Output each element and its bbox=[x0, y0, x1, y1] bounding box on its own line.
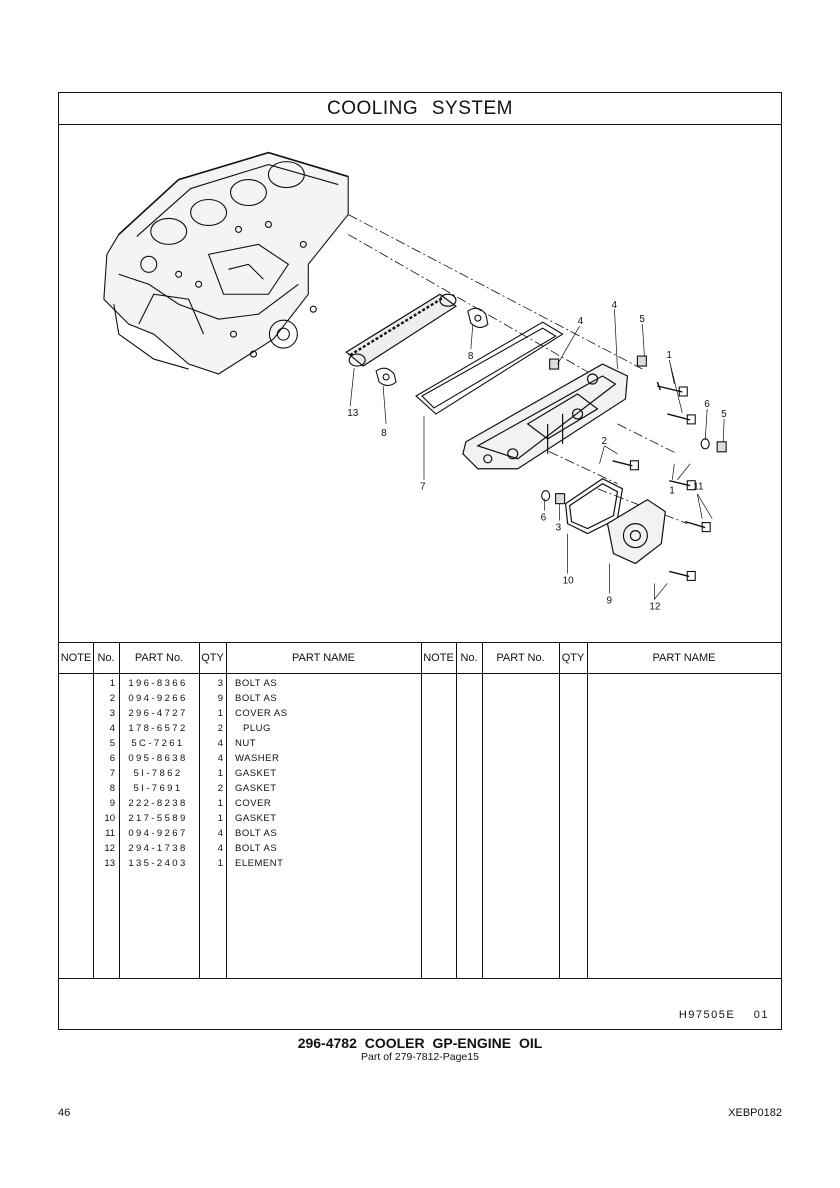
quantity: 4 bbox=[217, 753, 223, 764]
quantity: 4 bbox=[217, 738, 223, 749]
illustration-code: H97505E 01 bbox=[678, 1009, 769, 1021]
table-row bbox=[59, 766, 781, 781]
callout-11: 11 bbox=[693, 481, 704, 493]
part-name: NUT bbox=[235, 738, 257, 749]
callout-8-a: 8 bbox=[381, 427, 387, 439]
cover-and-gasket bbox=[566, 479, 666, 564]
assembly-leader-lines bbox=[348, 214, 687, 523]
callout-1-a: 1 bbox=[666, 350, 672, 362]
table-row bbox=[59, 691, 781, 706]
part-number-index: 7 bbox=[109, 768, 115, 779]
part-number-index: 10 bbox=[104, 813, 115, 824]
part-number: 5C-7261 bbox=[131, 738, 185, 749]
table-row bbox=[59, 751, 781, 766]
table-row bbox=[59, 676, 781, 691]
table-row bbox=[59, 811, 781, 826]
table-row bbox=[59, 826, 781, 841]
diagram-svg bbox=[59, 124, 781, 642]
quantity: 9 bbox=[217, 693, 223, 704]
table-row bbox=[59, 706, 781, 721]
table-row bbox=[59, 736, 781, 751]
part-number-index: 8 bbox=[109, 783, 115, 794]
part-number: 294-1738 bbox=[128, 843, 188, 854]
header-no-right: No. bbox=[460, 652, 478, 664]
part-name: ELEMENT bbox=[235, 858, 284, 869]
part-number: 094-9266 bbox=[128, 693, 188, 704]
header-part-name-right: PART NAME bbox=[652, 652, 716, 664]
part-number-index: 13 bbox=[104, 858, 115, 869]
callout-4-b: 5 bbox=[639, 314, 645, 326]
part-number-index: 9 bbox=[109, 798, 115, 809]
part-number: 5I-7862 bbox=[133, 768, 183, 779]
quantity: 1 bbox=[217, 768, 223, 779]
part-number: 217-5589 bbox=[128, 813, 188, 824]
part-number-index: 6 bbox=[109, 753, 115, 764]
callout-4-a: 4 bbox=[577, 316, 584, 328]
page-number: 46 bbox=[58, 1107, 71, 1119]
part-number: 222-8238 bbox=[128, 798, 188, 809]
callout-12: 12 bbox=[649, 601, 661, 613]
part-number: 5I-7691 bbox=[133, 783, 183, 794]
quantity: 4 bbox=[217, 843, 223, 854]
quantity: 3 bbox=[217, 678, 223, 689]
part-name: WASHER bbox=[235, 753, 280, 764]
part-number: 135-2403 bbox=[128, 858, 188, 869]
group-caption: 296-4782 COOLER GP-ENGINE OIL bbox=[297, 1035, 543, 1051]
header-qty-right: QTY bbox=[561, 652, 585, 664]
part-name: COVER bbox=[235, 798, 272, 809]
quantity: 1 bbox=[217, 798, 223, 809]
part-number-index: 12 bbox=[104, 843, 115, 854]
part-number-index: 1 bbox=[109, 678, 115, 689]
quantity: 1 bbox=[217, 858, 223, 869]
callout-5-b: 3 bbox=[555, 522, 562, 534]
callout-6-a: 6 bbox=[704, 398, 710, 410]
parts-list-table bbox=[59, 642, 781, 979]
callout-9: 9 bbox=[606, 595, 613, 607]
quantity: 4 bbox=[217, 828, 223, 839]
oil-cooler-element bbox=[346, 294, 456, 366]
callout-8-b: 8 bbox=[467, 351, 474, 363]
part-number-index: 4 bbox=[109, 723, 115, 734]
callout-3: 4 bbox=[611, 300, 618, 312]
part-name: COVER AS bbox=[235, 708, 288, 719]
callout-6-b: 6 bbox=[540, 512, 547, 524]
part-number: 296-4727 bbox=[128, 708, 188, 719]
part-name: BOLT AS bbox=[235, 828, 278, 839]
callout-5-a: 5 bbox=[721, 408, 727, 420]
part-number: 196-8366 bbox=[128, 678, 188, 689]
table-row bbox=[59, 856, 781, 871]
part-number: 095-8638 bbox=[128, 753, 188, 764]
header-divider bbox=[59, 673, 781, 674]
header-note: NOTE bbox=[60, 652, 92, 664]
callout-1-b: 1 bbox=[669, 485, 675, 497]
quantity: 2 bbox=[217, 723, 223, 734]
header-no: No. bbox=[97, 652, 115, 664]
part-name: BOLT AS bbox=[235, 693, 278, 704]
quantity: 2 bbox=[217, 783, 223, 794]
group-subcaption: Part of 279-7812-Page15 bbox=[361, 1051, 479, 1063]
callout-13: 13 bbox=[347, 407, 359, 419]
header-note-right: NOTE bbox=[423, 652, 454, 664]
header-qty: QTY bbox=[201, 652, 224, 664]
table-row bbox=[59, 796, 781, 811]
part-number-index: 11 bbox=[105, 828, 115, 839]
table-row bbox=[59, 781, 781, 796]
part-number: 178-6572 bbox=[128, 723, 188, 734]
header-part-no-right: PART No. bbox=[496, 652, 545, 664]
part-name: BOLT AS bbox=[235, 843, 278, 854]
table-row bbox=[59, 841, 781, 856]
part-name: GASKET bbox=[235, 813, 277, 824]
page-title: COOLING SYSTEM bbox=[59, 93, 781, 125]
part-number-index: 5 bbox=[109, 738, 115, 749]
engine-block-illustration bbox=[104, 153, 348, 374]
part-number-index: 3 bbox=[109, 708, 115, 719]
quantity: 1 bbox=[217, 813, 223, 824]
callout-2: 2 bbox=[601, 435, 608, 447]
exploded-view-diagram bbox=[59, 124, 781, 642]
document-code: XEBP0182 bbox=[728, 1107, 782, 1119]
part-number: 094-9267 bbox=[128, 828, 188, 839]
callout-7: 7 bbox=[420, 481, 426, 493]
parts-page-frame bbox=[58, 92, 782, 1030]
header-part-name: PART NAME bbox=[292, 652, 355, 664]
part-number-index: 2 bbox=[109, 693, 115, 704]
part-name: PLUG bbox=[243, 723, 271, 734]
callout-10: 10 bbox=[562, 575, 574, 587]
table-row bbox=[59, 721, 781, 736]
part-name: BOLT AS bbox=[235, 678, 278, 689]
part-name: GASKET bbox=[235, 768, 277, 779]
part-name: GASKET bbox=[235, 783, 277, 794]
header-part-no: PART No. bbox=[134, 652, 184, 664]
quantity: 1 bbox=[217, 708, 223, 719]
